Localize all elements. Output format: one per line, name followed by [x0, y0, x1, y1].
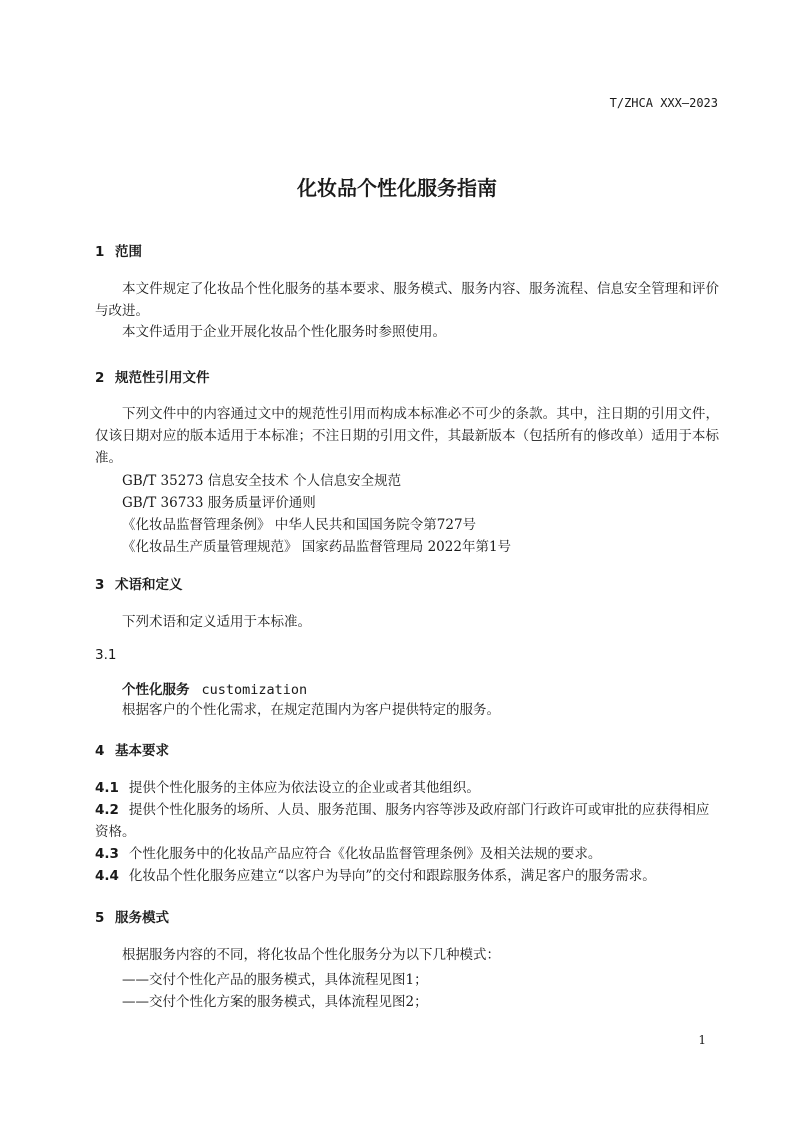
- term-definition: 根据客户的个性化需求，在规定范围内为客户提供特定的服务。: [122, 702, 500, 718]
- reference-item: 《化妆品生产质量管理规范》 国家药品监督管理局 2022年第1号: [122, 539, 512, 555]
- paragraph: 本文件适用于企业开展化妆品个性化服务时参照使用。: [122, 324, 446, 340]
- term-entry: [122, 678, 307, 698]
- section-title: 服务模式: [115, 910, 169, 926]
- clause-text: 个性化服务中的化妆品产品应符合《化妆品监督管理条例》及相关法规的要求。: [128, 846, 602, 862]
- section-heading-scope: [95, 240, 142, 260]
- page-number: 1: [698, 1033, 706, 1047]
- subclause-number: 3.1: [95, 647, 117, 663]
- clause-item: [95, 777, 719, 799]
- paragraph: 根据服务内容的不同，将化妆品个性化服务分为以下几种模式：: [122, 947, 500, 963]
- page-title: 化妆品个性化服务指南: [297, 176, 497, 200]
- section-number: 2: [95, 370, 105, 386]
- section-heading-terms: [95, 573, 183, 593]
- clause-text: 提供个性化服务的主体应为依法设立的企业或者其他组织。: [128, 780, 480, 796]
- section-title: 规范性引用文件: [115, 370, 210, 386]
- clause-text: 提供个性化服务的场所、人员、服务范围、服务内容等涉及政府部门行政许可或审批的应获得相应资格。: [95, 802, 710, 840]
- section-heading-references: [95, 366, 210, 386]
- section-title: 范围: [115, 244, 142, 260]
- reference-item: GB/T 35273 信息安全技术 个人信息安全规范: [122, 473, 402, 489]
- clause-number: 4.3: [95, 846, 119, 862]
- section-heading-basic-requirements: [95, 739, 169, 759]
- clause-text: 化妆品个性化服务应建立“以客户为导向”的交付和跟踪服务体系，满足客户的服务需求。: [128, 868, 656, 884]
- section-number: 1: [95, 244, 105, 260]
- reference-item: GB/T 36733 服务质量评价通则: [122, 495, 316, 511]
- section-number: 4: [95, 743, 105, 759]
- section-number: 3: [95, 577, 105, 593]
- term-chinese: 个性化服务: [122, 682, 190, 698]
- paragraph: 下列术语和定义适用于本标准。: [122, 614, 311, 630]
- paragraph: 下列文件中的内容通过文中的规范性引用而构成本标准必不可少的条款。其中，注日期的引用文件，仅该日期对应的版本适用于本标准；不注日期的引用文件，其最新版本（包括所有的修改单）适用于本标准。: [95, 406, 719, 466]
- section-number: 5: [95, 910, 105, 926]
- clause-number: 4.4: [95, 868, 119, 884]
- reference-item: 《化妆品监督管理条例》 中华人民共和国国务院令第727号: [122, 517, 477, 533]
- clause-number: 4.2: [95, 802, 119, 818]
- clause-number: 4.1: [95, 780, 119, 796]
- term-english: customization: [201, 682, 308, 698]
- section-heading-service-modes: [95, 906, 169, 926]
- clause-item: [95, 843, 719, 865]
- clause-item: [95, 799, 719, 843]
- section-title: 术语和定义: [115, 577, 183, 593]
- list-item: ——交付个性化产品的服务模式，具体流程见图1；: [122, 972, 428, 988]
- section-title: 基本要求: [115, 743, 169, 759]
- list-item: ——交付个性化方案的服务模式，具体流程见图2；: [122, 994, 428, 1010]
- paragraph: 本文件规定了化妆品个性化服务的基本要求、服务模式、服务内容、服务流程、信息安全管理和评价与改进。: [95, 281, 719, 319]
- clause-item: [95, 865, 719, 887]
- document-code: T/ZHCA XXX—2023: [609, 96, 718, 110]
